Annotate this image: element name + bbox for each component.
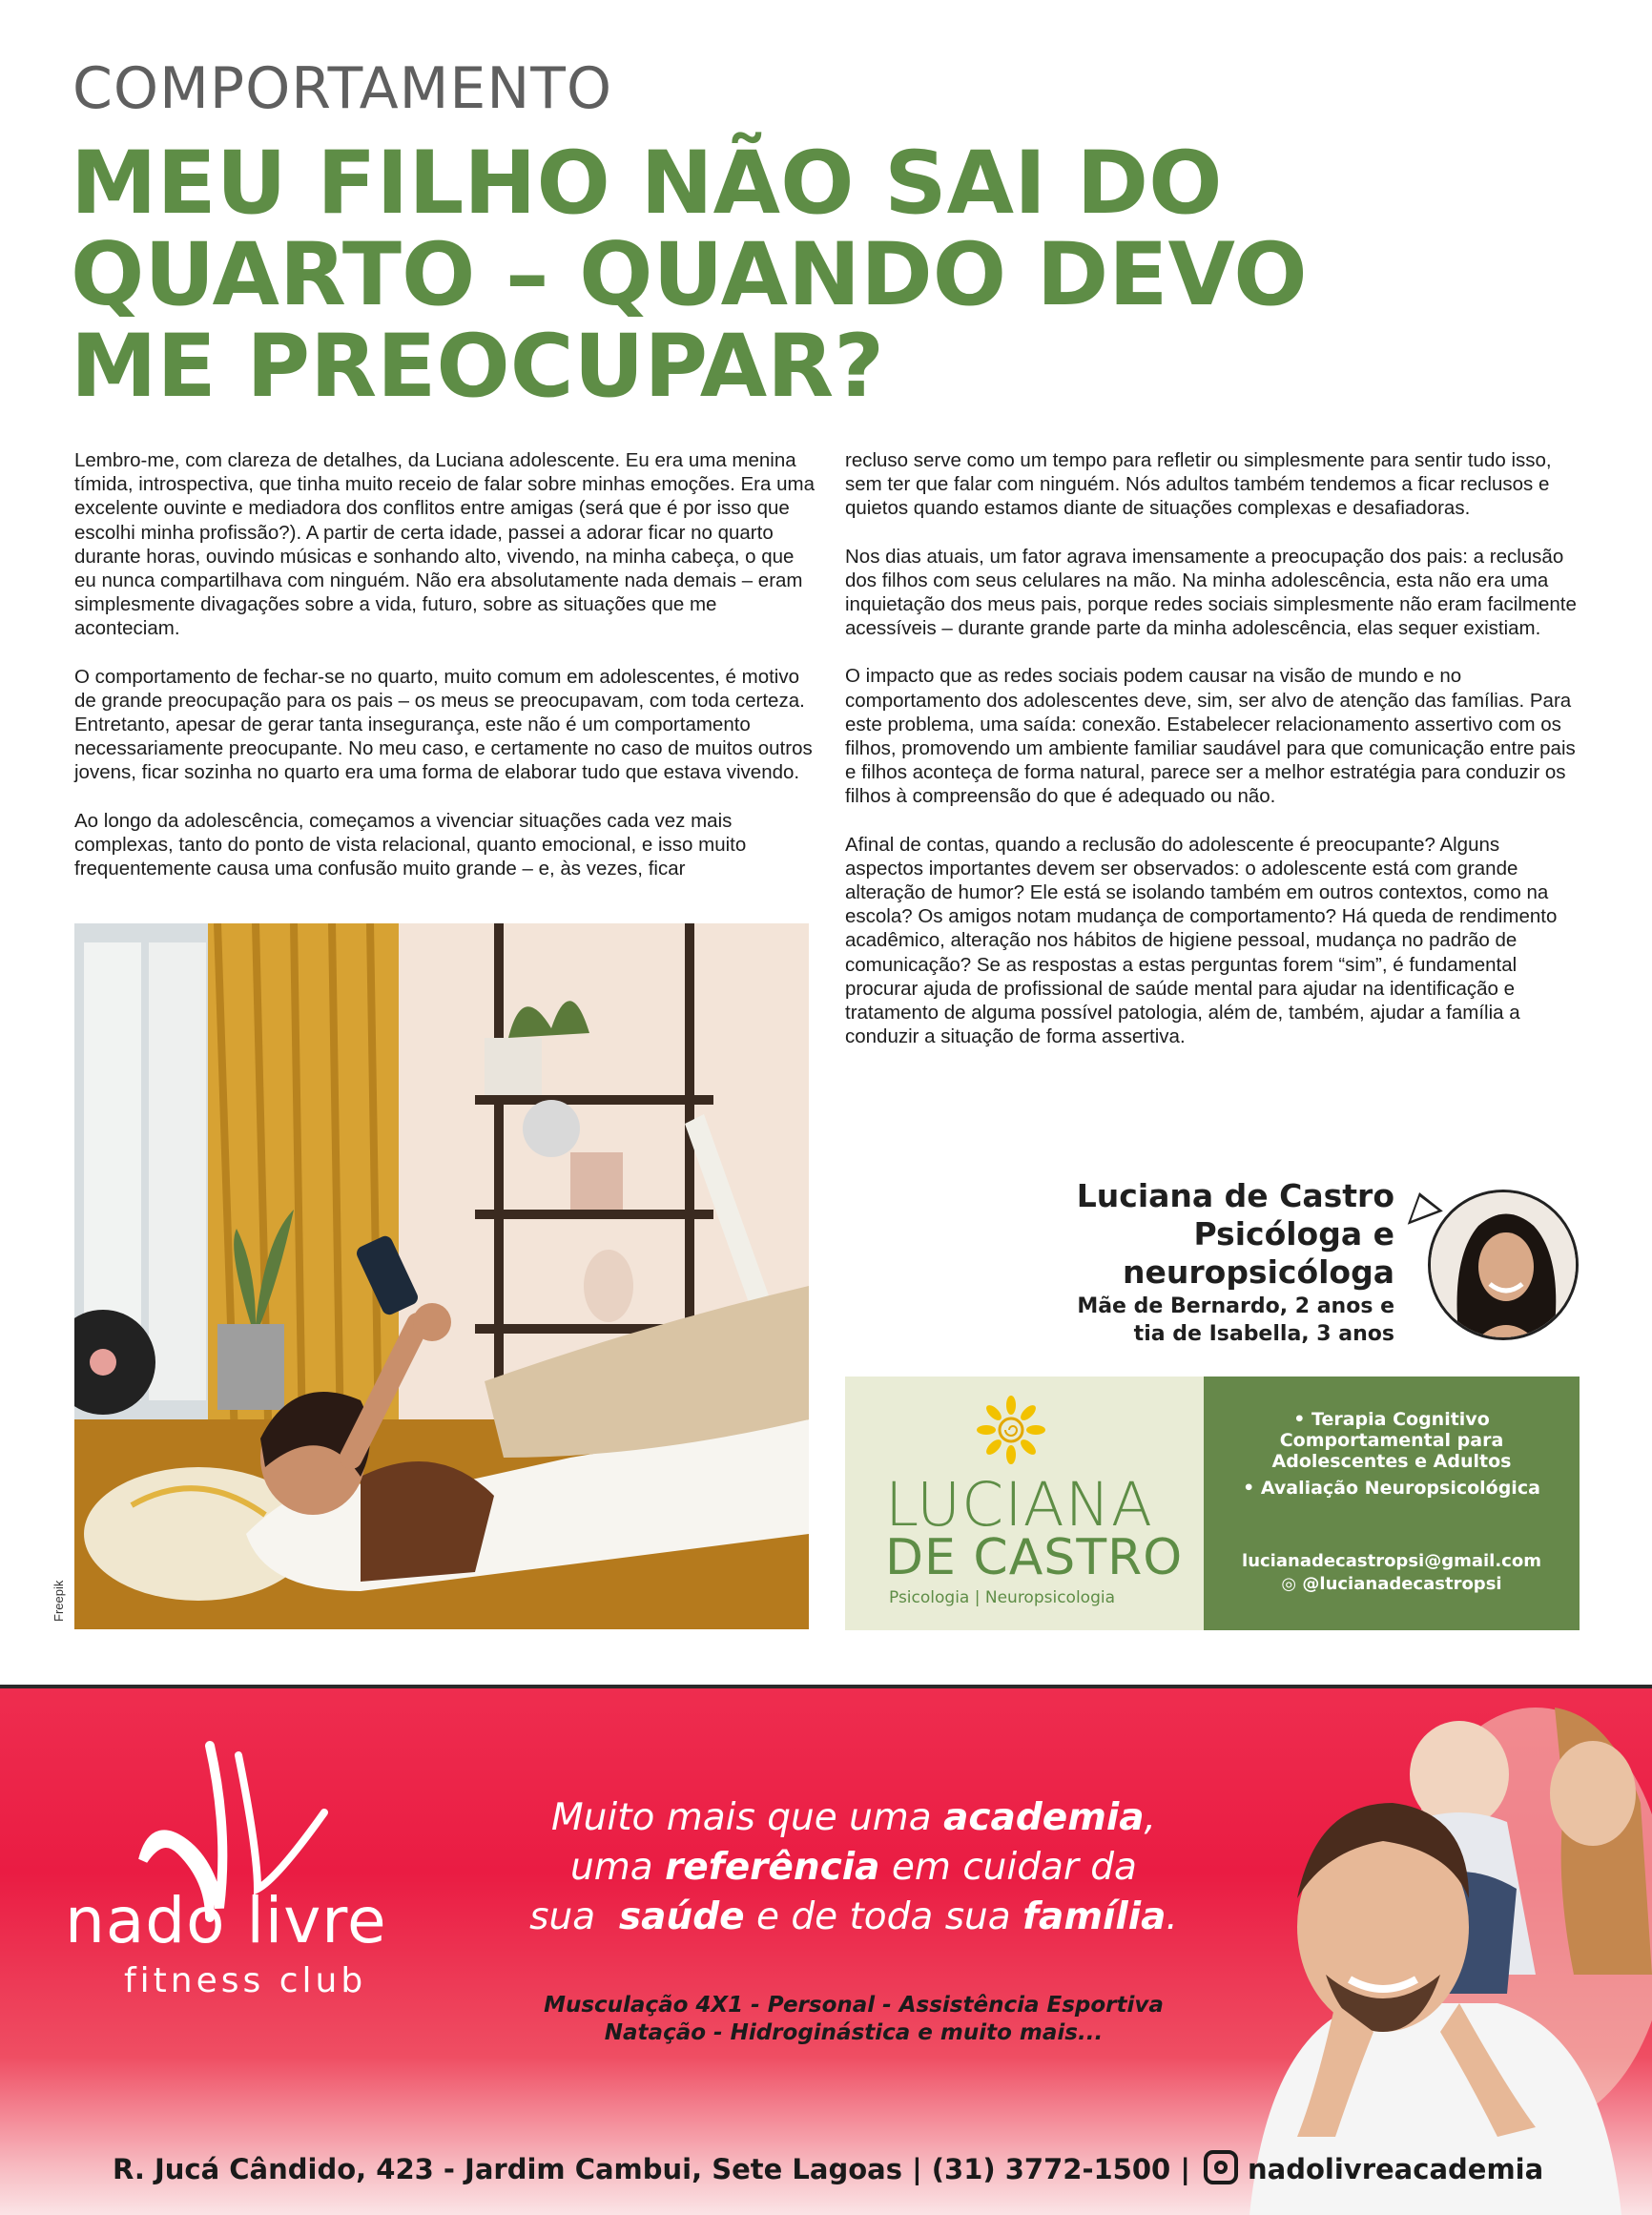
ad-services-line: Musculação 4X1 - Personal - Assistência Esportiva — [544, 1993, 1164, 2018]
article-headline — [71, 134, 1501, 417]
card-services-panel — [1204, 1377, 1580, 1630]
paragraph: Ao longo da adolescência, começamos a vivenciar situações cada vez mais complexas, tanto do ponto de vista relacional, quanto emocional, e isso muito frequentemente causa uma confusão muito grande – e, às vezes, ficar — [74, 809, 747, 880]
ad-services-line: Natação - Hidroginástica e muito mais... — [604, 2020, 1104, 2045]
ad-tagline-emphasis: referência — [665, 1846, 880, 1889]
paragraph: recluso serve como um tempo para refletir ou simplesmente para sentir tudo isso, sem ter que falar com ninguém. Nós adultos também tendemos a ficar reclusos e quietos quando estamos diante de situações complexas e desafiadoras. — [845, 449, 1552, 520]
ad-tagline-text: Muito mais que uma — [551, 1796, 944, 1839]
business-card — [845, 1377, 1580, 1630]
ad-tagline-text: , — [1144, 1796, 1156, 1839]
ad-brand-name: nado livre — [65, 1884, 387, 1957]
card-email[interactable]: lucianadecastropsi@gmail.com — [1242, 1551, 1541, 1571]
author-name: Luciana de Castro — [1076, 1177, 1394, 1214]
card-service — [1204, 1409, 1580, 1472]
author-bio: Mãe de Bernardo, 2 anos e — [1077, 1294, 1394, 1318]
article-column-left — [74, 448, 816, 904]
section-label: COMPORTAMENTO — [72, 55, 613, 122]
headline-line: MEU FILHO NÃO SAI DO — [71, 134, 1223, 234]
ad-tagline-text: uma — [570, 1846, 666, 1889]
headline-line: QUARTO – QUANDO DEVO — [71, 225, 1308, 325]
ad-brand-subtitle: fitness club — [124, 1961, 367, 2000]
card-service-line: Adolescentes e Adultos — [1271, 1451, 1512, 1472]
ad-services — [458, 1992, 1249, 2047]
card-service-line: Comportamental para — [1279, 1430, 1504, 1451]
paragraph: Afinal de contas, quando a reclusão do adolescente é preocupante? Alguns aspectos importantes devem ser observados: o adolescente está com grande alteração de humor? Ele está se isolando também em outros contextos, como na escola? Os amigos notam mudança de comportamento? Há queda de rendimento acadêmico, alteração nos hábitos de higiene pessoal, mudança no padrão de comunicação? Se as respostas a estas perguntas forem “sim”, é fundamental procurar ajuda de profissional de saúde mental para ajudar na identificação e tratamento de alguma possível patologia, além de, também, ajudar a família a conduzir a situação de forma assertiva. — [845, 833, 1558, 1048]
instagram-icon: ◎ — [1281, 1574, 1303, 1594]
ad-address: R. Jucá Cândido, 423 - Jardim Cambui, Sete Lagoas | — [113, 2153, 922, 2185]
sunflower-icon — [977, 1396, 1045, 1464]
ad-tagline-text: e de toda sua — [744, 1895, 1023, 1938]
author-bio: tia de Isabella, 3 anos — [1133, 1322, 1394, 1346]
card-service-line: • Terapia Cognitivo — [1293, 1409, 1490, 1430]
author-block — [822, 1177, 1394, 1347]
author-role: neuropsicóloga — [1123, 1253, 1394, 1291]
ad-tagline — [458, 1793, 1249, 1942]
instagram-icon — [1204, 2150, 1238, 2184]
card-brand-tagline: Psicologia | Neuropsicologia — [889, 1588, 1116, 1607]
ad-tagline-text: em cuidar da — [879, 1846, 1137, 1889]
headline-line: ME PREOCUPAR? — [71, 317, 884, 417]
card-brand-name: LUCIANA — [885, 1470, 1153, 1540]
ad-tagline-emphasis: saúde — [618, 1895, 745, 1938]
ad-separator: | — [1180, 2153, 1190, 2185]
ad-tagline-emphasis: academia — [943, 1796, 1145, 1839]
article-column-right — [845, 448, 1580, 1072]
card-contact — [1204, 1550, 1580, 1596]
ad-tagline-text: . — [1166, 1895, 1178, 1938]
article-photo — [74, 923, 809, 1629]
card-brand-name: DE CASTRO — [885, 1529, 1184, 1586]
card-service: • Avaliação Neuropsicológica — [1243, 1478, 1540, 1499]
ad-footer — [113, 2150, 1543, 2185]
ad-tagline-emphasis: família — [1022, 1895, 1167, 1938]
family-photo — [1192, 1688, 1652, 2215]
card-brand-panel — [845, 1377, 1204, 1630]
ad-instagram-handle[interactable]: nadolivreacademia — [1248, 2153, 1544, 2185]
ad-tagline-text: sua — [529, 1895, 619, 1938]
card-instagram-handle: @lucianadecastropsi — [1302, 1574, 1502, 1594]
advertisement-banner — [0, 1688, 1652, 2215]
card-instagram[interactable] — [1204, 1573, 1580, 1596]
photo-credit: Freepik — [52, 1580, 66, 1622]
avatar — [1428, 1190, 1579, 1340]
ad-phone[interactable]: (31) 3772-1500 — [931, 2153, 1171, 2185]
paragraph: O impacto que as redes sociais podem causar na visão de mundo e no comportamento dos adolescentes deve, sim, ser alvo de atenção das famílias. Para este problema, uma saída: conexão. Estabelecer relacionamento assertivo com os filhos, promovendo um ambiente familiar saudável para que comunicação entre pais e filhos aconteça de forma natural, parece ser a melhor estratégia para conduzir os filhos à compreensão do que é adequado ou não. — [845, 665, 1576, 808]
paragraph: Lembro-me, com clareza de detalhes, da Luciana adolescente. Eu era uma menina tímida, introspectiva, que tinha muito receio de falar sobre minhas emoções. Era uma excelente ouvinte e mediadora dos conflitos entre amigas (será que é por isso que escolhi minha profissão?). A partir de certa idade, passei a adorar ficar no quarto durante horas, ouvindo músicas e sonhando alto, vivendo, na minha cabeça, o que eu nunca compartilhava com ninguém. Não era absolutamente nada demais – eram simplesmente divagações sobre a vida, futuro, sobre as situações que me aconteciam. — [74, 449, 815, 640]
author-role: Psicóloga e — [1193, 1215, 1394, 1252]
paragraph: O comportamento de fechar-se no quarto, muito comum em adolescentes, é motivo de grande preocupação para os pais – os meus se preocupavam, com toda certeza. Entretanto, apesar de gerar tanta insegurança, este não é um comportamento necessariamente preocupante. No meu caso, e certamente no caso de muitos outros jovens, ficar sozinha no quarto era uma forma de elaborar tudo que estava vivendo. — [74, 665, 813, 784]
paragraph: Nos dias atuais, um fator agrava imensamente a preocupação dos pais: a reclusão dos filhos com seus celulares na mão. Na minha adolescência, esta não era uma inquietação dos meus pais, porque redes sociais simplesmente não eram facilmente acessíveis – durante grande parte da minha adolescência, elas sequer existiam. — [845, 545, 1577, 640]
